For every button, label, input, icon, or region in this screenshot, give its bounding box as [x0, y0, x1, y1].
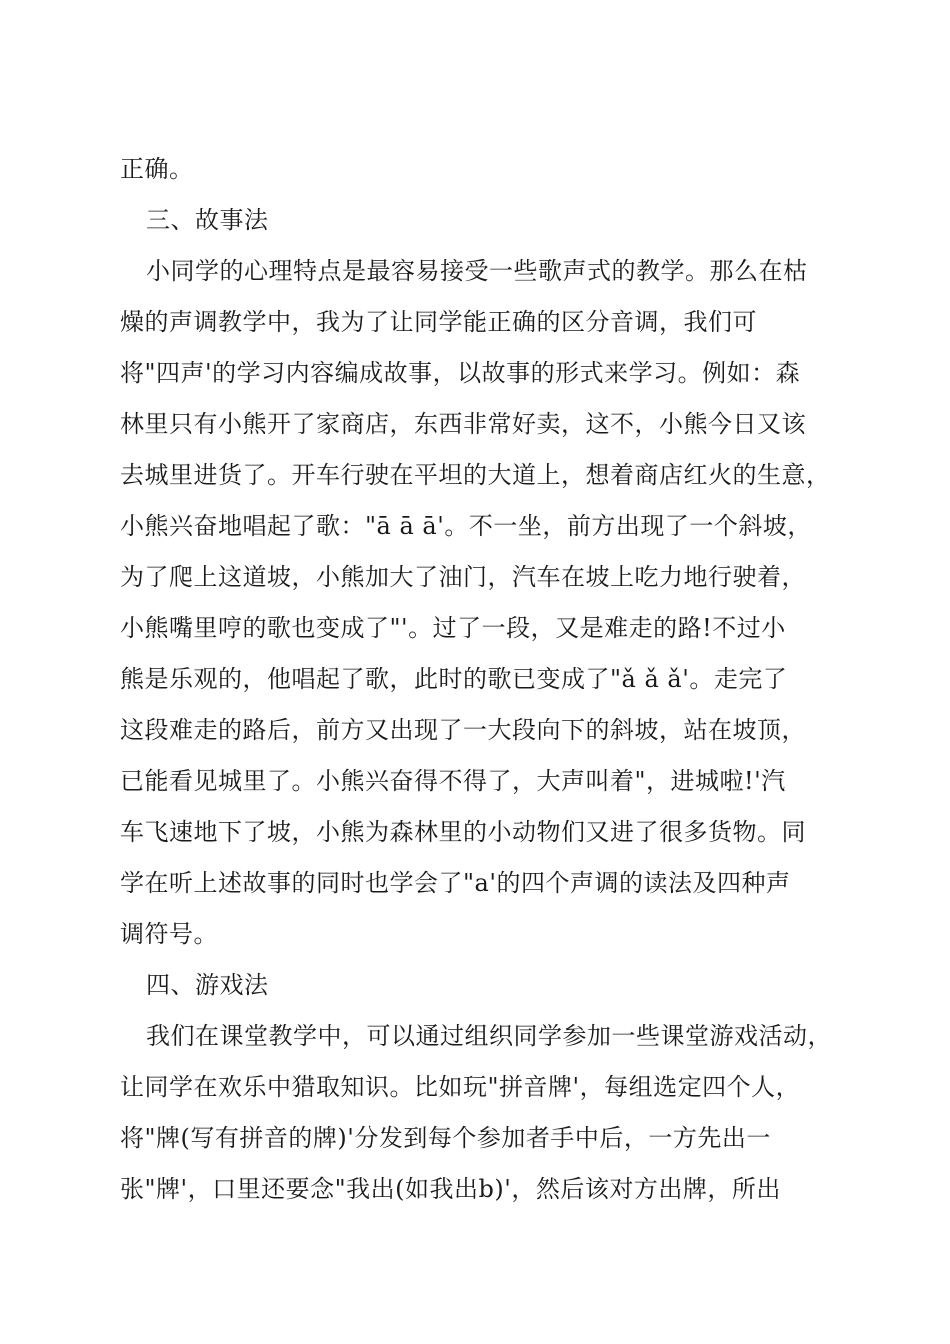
- text-line: 我们在课堂教学中，可以通过组织同学参加一些课堂游戏活动，: [146, 1022, 832, 1050]
- text-line: 这段难走的路后，前方又出现了一大段向下的斜坡，站在坡顶，: [120, 716, 806, 744]
- section-heading: 四、游戏法: [146, 971, 269, 999]
- text-line: 已能看见城里了。小熊兴奋得不得了，大声叫着"，进城啦!'汽: [120, 767, 786, 795]
- text-line: 调符号。: [120, 920, 218, 948]
- text-line: 张"牌'，口里还要念"我出(如我出b)'，然后该对方出牌，所出: [120, 1175, 781, 1203]
- text-line: 将"牌(写有拼音的牌)'分发到每个参加者手中后，一方先出一: [120, 1124, 771, 1152]
- text-line: 正确。: [120, 155, 194, 183]
- text-line: 林里只有小熊开了家商店，东西非常好卖，这不，小熊今日又该: [120, 410, 806, 438]
- text-line: 小熊兴奋地唱起了歌："ā ā ā'。不一坐，前方出现了一个斜坡，: [120, 512, 812, 540]
- text-line: 让同学在欢乐中猎取知识。比如玩"拼音牌'，每组选定四个人，: [120, 1073, 801, 1101]
- section-heading: 三、故事法: [146, 206, 269, 234]
- text-line: 小熊嘴里哼的歌也变成了"'。过了一段，又是难走的路!不过小: [120, 614, 786, 642]
- text-line: 学在听上述故事的同时也学会了"a'的四个声调的读法及四种声: [120, 869, 791, 897]
- document-body: [120, 147, 840, 1218]
- text-line: 为了爬上这道坡，小熊加大了油门，汽车在坡上吃力地行驶着，: [120, 563, 806, 591]
- text-line: 熊是乐观的，他唱起了歌，此时的歌已变成了"ǎ ǎ ǎ'。走完了: [120, 665, 788, 693]
- text-line: 将"四声'的学习内容编成故事，以故事的形式来学习。例如：森: [120, 359, 801, 387]
- text-line: 去城里进货了。开车行驶在平坦的大道上，想着商店红火的生意，: [120, 461, 831, 489]
- text-line: 燥的声调教学中，我为了让同学能正确的区分音调，我们可: [120, 308, 757, 336]
- text-line: 小同学的心理特点是最容易接受一些歌声式的教学。那么在枯: [146, 257, 808, 285]
- text-line: 车飞速地下了坡，小熊为森林里的小动物们又进了很多货物。同: [120, 818, 806, 846]
